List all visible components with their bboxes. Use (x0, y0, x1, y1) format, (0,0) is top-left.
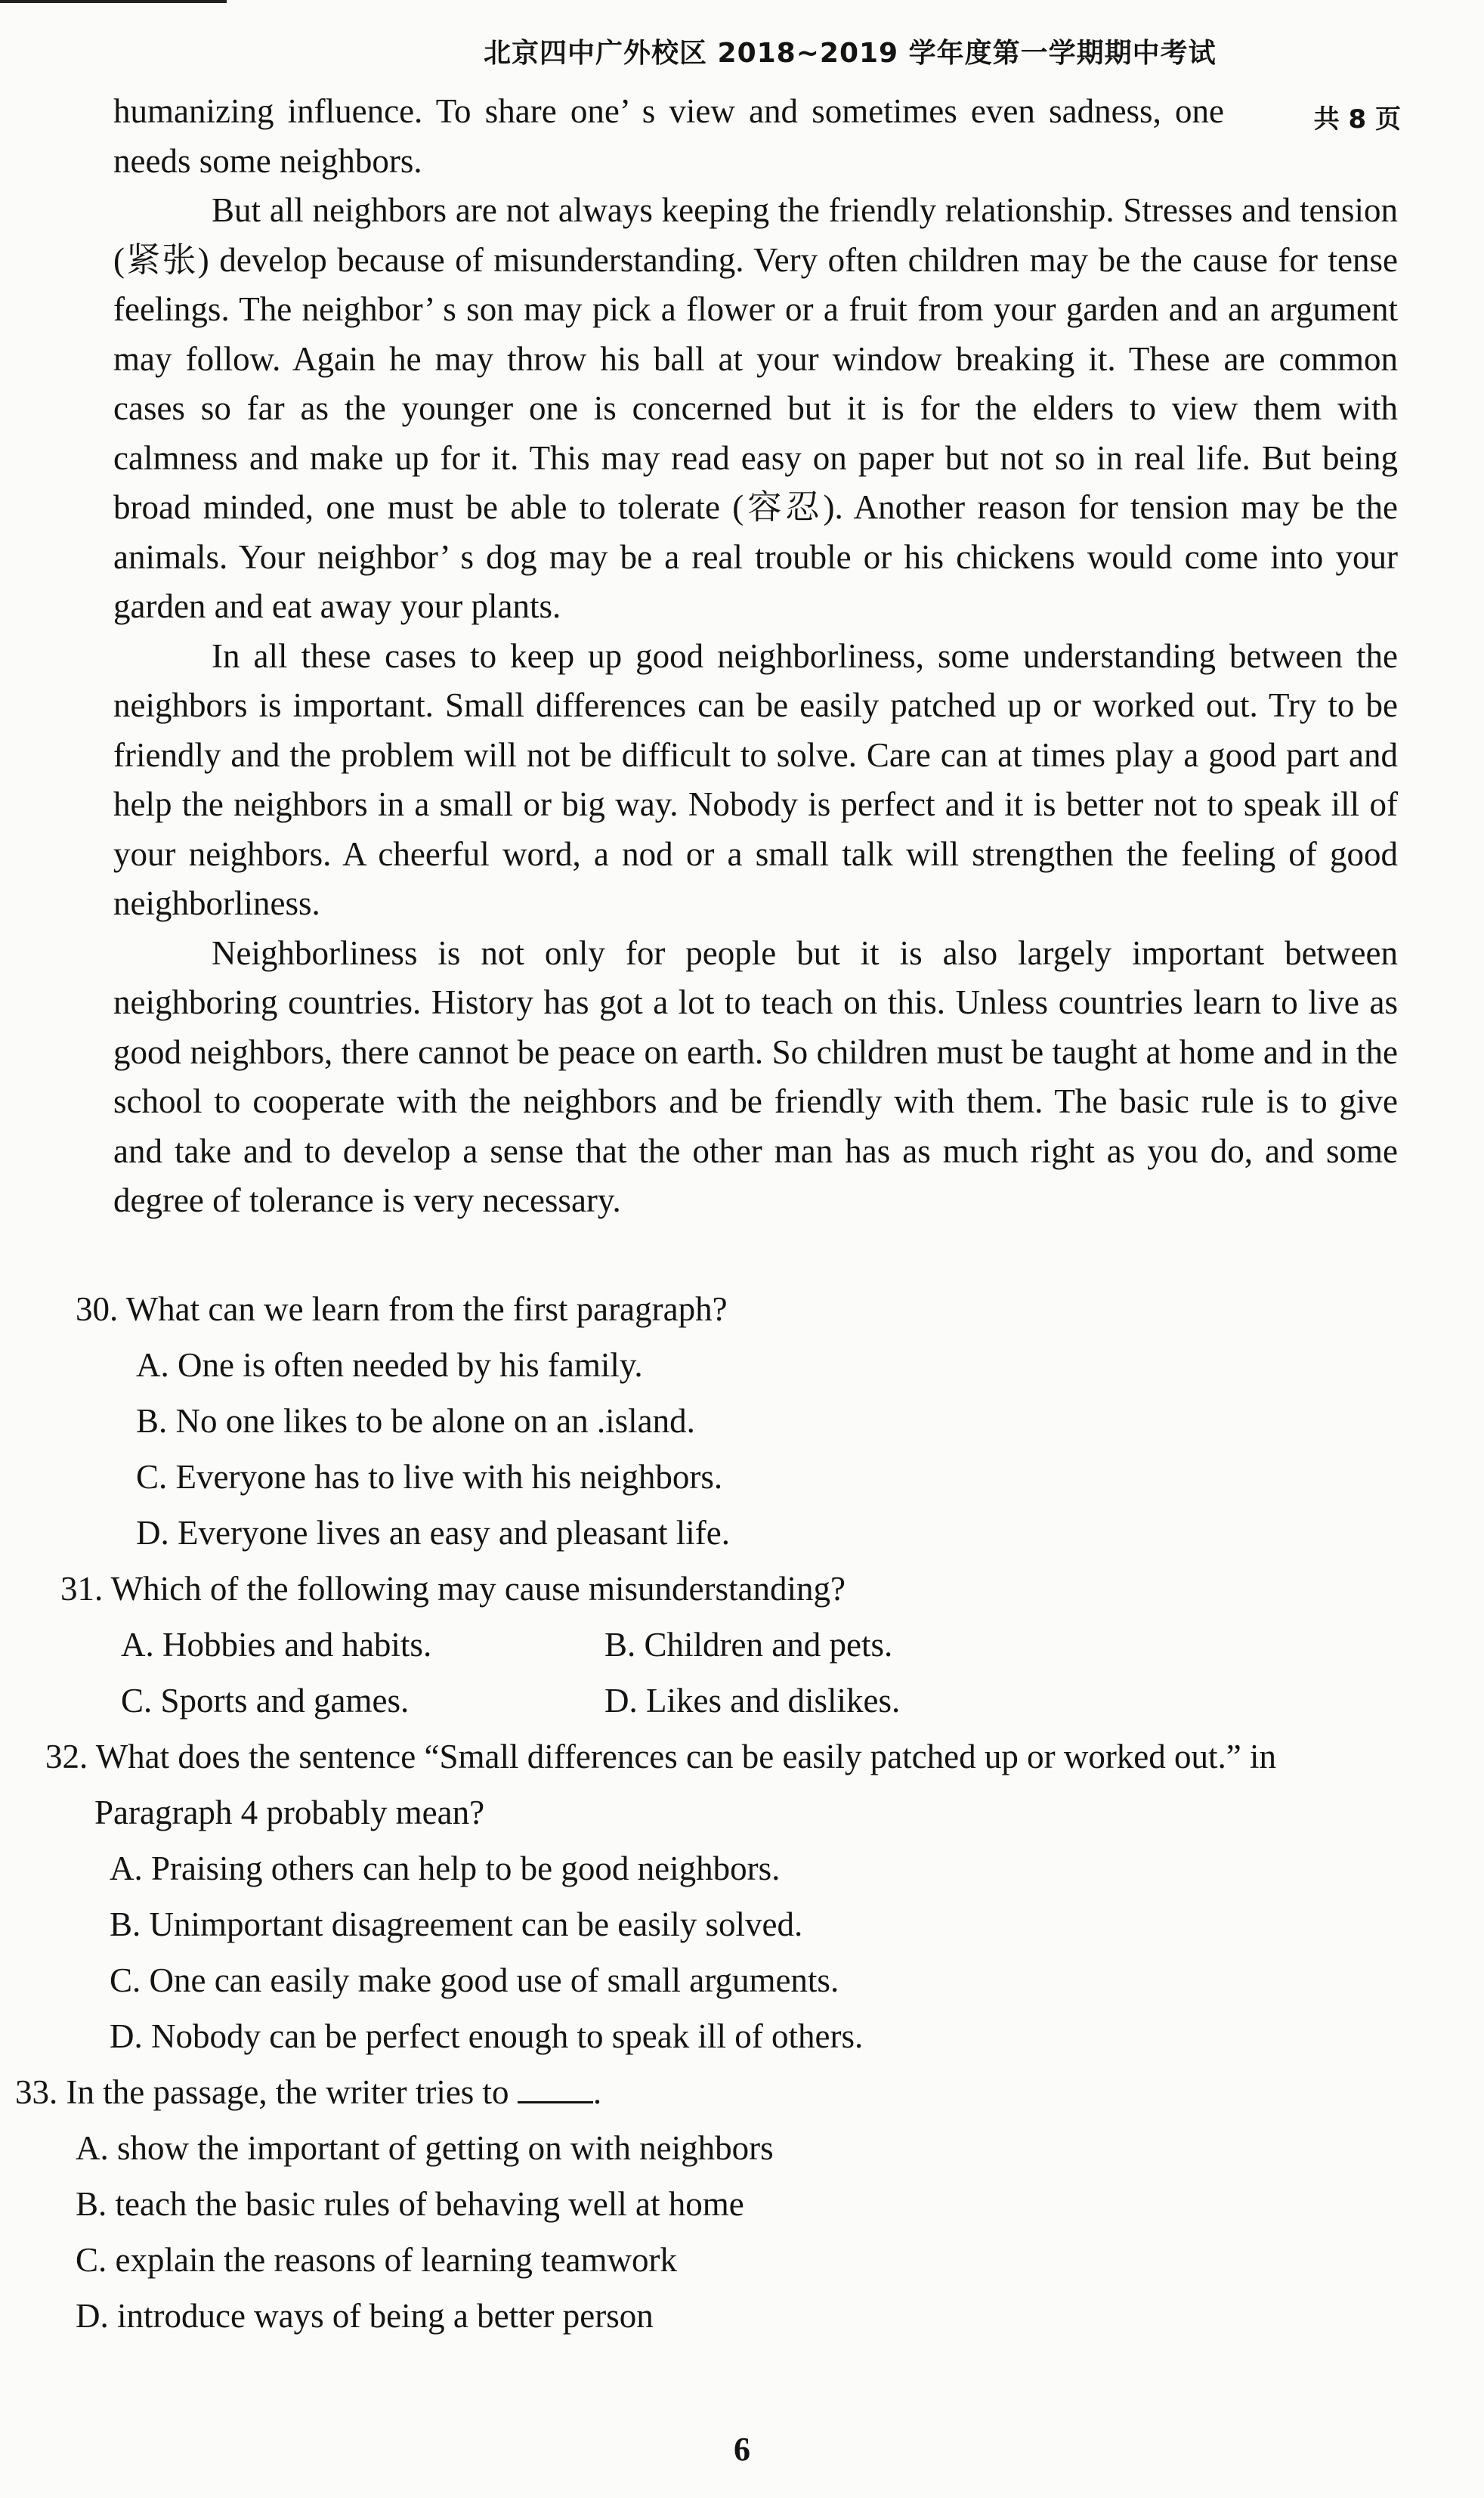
question-33-stem (15, 2064, 1436, 2120)
top-rule (0, 0, 227, 3)
option-d: D. Everyone lives an easy and pleasant life. (136, 1514, 730, 1552)
option-d: D. introduce ways of being a better person (76, 2297, 654, 2335)
question-text-end: . (592, 2073, 602, 2111)
option-b: B. No one likes to be alone on an .island. (136, 1402, 695, 1440)
question-text: What does the sentence “Small differences can be easily patched up or worked out.” in Paragraph 4 probably mean? (94, 1738, 1277, 1831)
question-number: 32. (45, 1738, 88, 1775)
reading-passage (113, 87, 1398, 1226)
question-number: 31. (60, 1570, 104, 1608)
paragraph-4: Neighborliness is not only for people but it is also largely important between neighboring countries. History has got a lot to teach on this. Unless countries learn to live as good neighbors, there cannot be peace on earth. So children must be taught at home and in the school to cooperate with the neighbors and be friendly with them. The basic rule is to give and take and to develop a sense that the other man has as much right as you do, and some degree of tolerance is very necessary. (113, 933, 1398, 1219)
question-30-stem (76, 1281, 1436, 1337)
question-32 (15, 1729, 1436, 2064)
question-31 (15, 1561, 1436, 1729)
question-text: What can we learn from the first paragraph? (125, 1290, 728, 1328)
question-number: 30. (76, 1290, 119, 1328)
option-d: D. Nobody can be perfect enough to speak ill of others. (110, 2017, 864, 2055)
paragraph-1-tail: humanizing influence. To share one’ s view and sometimes even sadness, one needs some neighbors. (113, 92, 1224, 180)
answer-blank (518, 2101, 593, 2103)
page-count: 共 8 页 (1313, 104, 1401, 135)
option-a: A. Praising others can help to be good neighbors. (110, 1850, 781, 1887)
option-b: B. Children and pets. (604, 1626, 893, 1664)
question-text: In the passage, the writer tries to (66, 2073, 509, 2111)
question-number: 33. (15, 2073, 58, 2111)
option-a: A. Hobbies and habits. (121, 1626, 432, 1664)
option-c: C. explain the reasons of learning teamwork (76, 2241, 678, 2279)
option-b: B. Unimportant disagreement can be easily solved. (110, 1905, 803, 1943)
exam-header-title: 北京四中广外校区 2018~2019 学年度第一学期期中考试 (484, 38, 1217, 69)
question-30 (15, 1281, 1436, 1561)
option-b: B. teach the basic rules of behaving well at home (76, 2185, 744, 2223)
option-a: A. show the important of getting on with neighbors (76, 2129, 774, 2167)
option-c: C. Sports and games. (121, 1682, 410, 1720)
paragraph-2: But all neighbors are not always keeping the friendly relationship. Stresses and tension (紧张) develop because of misunderstanding. Very often children may be the cause for tense feelings. The neighbor’ s son may pick a flower or a fruit from your garden and an argument may follow. Again he may throw his ball at your window breaking it. These are common cases so far as the younger one is concerned but it is for the elders to view them with calmness and make up for it. This may read easy on paper but not so in real life. But being broad minded, one must be able to tolerate (容忍). Another reason for tension may be the animals. Your neighbor’ s dog may be a real trouble or his chickens would come into your garden and eat away your plants. (113, 191, 1398, 625)
page-number: 6 (734, 2431, 750, 2468)
options-grid (60, 1617, 1436, 1729)
question-31-stem (60, 1561, 1436, 1617)
question-text: Which of the following may cause misunderstanding? (110, 1570, 846, 1608)
question-33 (15, 2064, 1436, 2344)
paragraph-3: In all these cases to keep up good neighborliness, some understanding between the neighbors is important. Small differences can be easily patched up or worked out. Try to be friendly and the problem will not be difficult to solve. Care can at times play a good part and help the neighbors in a small or big way. Nobody is perfect and it is better not to speak ill of your neighbors. A cheerful word, a nod or a small talk will strengthen the feeling of good neighborliness. (113, 636, 1398, 922)
question-32-stem (45, 1729, 1379, 1840)
option-d: D. Likes and dislikes. (604, 1682, 901, 1720)
option-c: C. Everyone has to live with his neighbors. (136, 1458, 723, 1496)
option-a: A. One is often needed by his family. (136, 1346, 643, 1384)
question-list (15, 1281, 1436, 2344)
option-c: C. One can easily make good use of small arguments. (110, 1961, 839, 1999)
